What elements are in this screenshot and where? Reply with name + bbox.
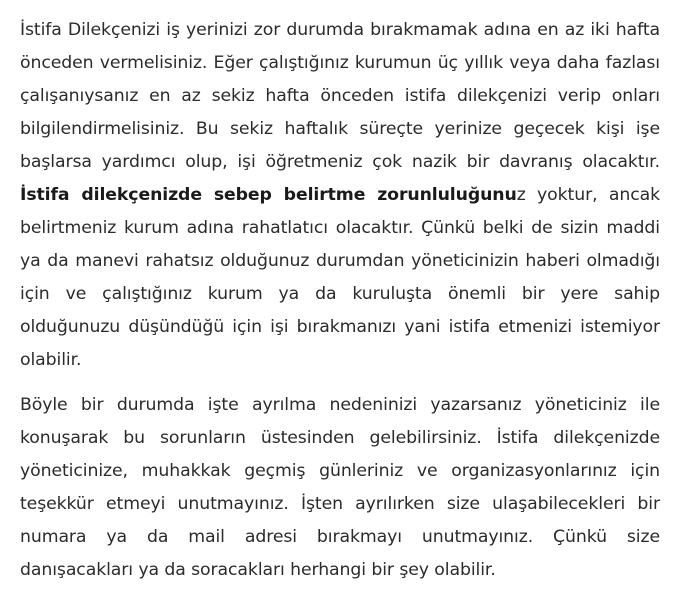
article-body: [20, 14, 660, 587]
paragraph-1-text-end: z yoktur, ancak belirtmeniz kurum adına rahatlatıcı olacaktır. Çünkü belki de sizin maddi ya da manevi rahatsız olduğunuz durumdan yöneticinizin haberi olmadığı için ve çalıştığınız kurum ya da kuruluşta önemli bir yere sahip olduğunuzu düşündüğü için işi bırakmanızı yani istifa etmenizi istemiyor olabilir.: [20, 185, 660, 370]
paragraph-2: Böyle bir durumda işte ayrılma nedeninizi yazarsanız yöneticiniz ile konuşarak bu sorunların üstesinden gelebilirsiniz. İstifa dilekçenizde yöneticinize, muhakkak geçmiş günleriniz ve organizasyonlarınız için teşekkür etmeyi unutmayınız. İşten ayrılırken size ulaşabilecekleri bir numara ya da mail adresi bırakmayı unutmayınız. Çünkü size danışacakları ya da soracakları herhangi bir şey olabilir.: [20, 395, 660, 580]
paragraph-1-text-start: İstifa Dilekçenizi iş yerinizi zor durumda bırakmamak adına en az iki hafta önceden vermelisiniz. Eğer çalıştığınız kurumun üç yıllık veya daha fazlası çalışanıysanız en az sekiz hafta önceden istifa dilekçenizi verip onları bilgilendirmelisiniz. Bu sekiz haftalık süreçte yerinize geçecek kişi işe başlarsa yardımcı olup, işi öğretmeniz çok nazik bir davranış olacaktır.: [20, 20, 660, 172]
bold-emphasis: İstifa dilekçenizde sebep belirtme zorunluluğunu: [20, 185, 517, 205]
paragraph-1: [20, 14, 660, 377]
